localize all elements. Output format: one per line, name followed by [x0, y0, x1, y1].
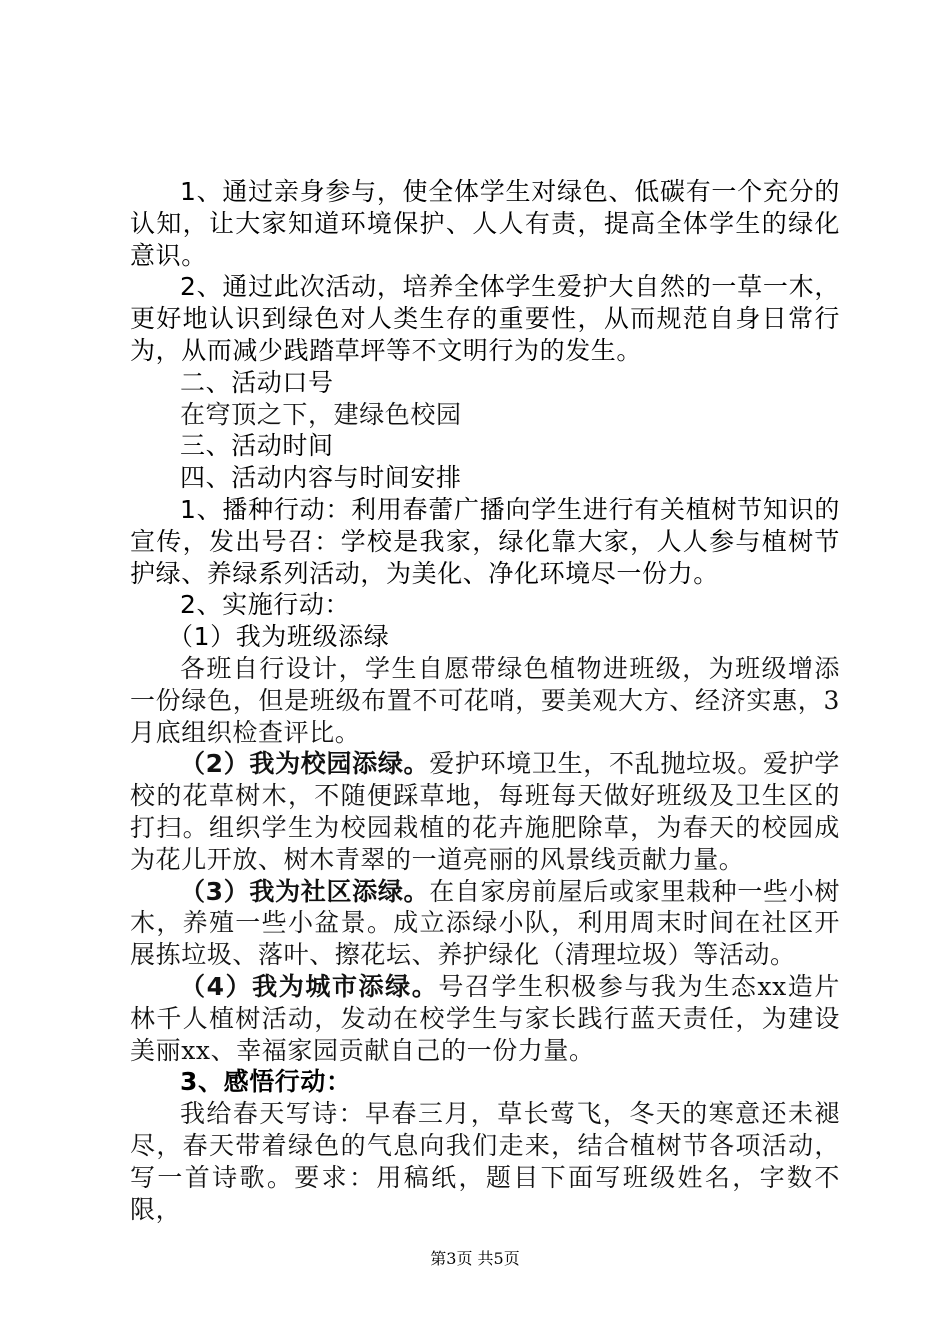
- subsection-class-title: （1）我为班级添绿: [168, 622, 390, 652]
- section-heading-content: 四、活动内容与时间安排: [180, 463, 462, 493]
- subsection-city-title: （4）我为城市添绿。: [180, 971, 439, 1001]
- reflection-heading: 3、感悟行动：: [180, 1067, 352, 1097]
- subsection-class-body: 各班自行设计，学生自愿带绿色植物进班级，为班级增添一份绿色，但是班级布置不可花哨，要美观大方、经济实惠，3月底组织检查评比。: [130, 653, 840, 747]
- implementation-heading: 2、实施行动：: [180, 590, 351, 620]
- subsection-community-body: 在自家房前屋后或家里栽种一些小树木，养殖一些小盆景。成立添绿小队，利用周末时间在社区开展拣垃圾、落叶、擦花坛、养护绿化（清理垃圾）等活动。: [130, 876, 840, 970]
- poem-paragraph: 我给春天写诗：早春三月，草长莺飞，冬天的寒意还未褪尽，春天带着绿色的气息向我们走来，结合植树节各项活动，写一首诗歌。要求：用稿纸，题目下面写班级姓名，字数不限，: [130, 1099, 840, 1224]
- subsection-community: [130, 876, 840, 971]
- document-body: [130, 176, 840, 1225]
- subsection-city: [130, 971, 840, 1066]
- objective-paragraph-1: 1、通过亲身参与，使全体学生对绿色、低碳有一个充分的认知，让大家知道环境保护、人人有责，提高全体学生的绿化意识。: [130, 177, 840, 270]
- subsection-community-title: （3）我为社区添绿。: [180, 876, 430, 906]
- page-number-footer: 第3页 共5页: [430, 1249, 520, 1268]
- subsection-campus: [130, 748, 840, 875]
- section-heading-time: 三、活动时间: [180, 431, 334, 461]
- objective-paragraph-2: 2、通过此次活动，培养全体学生爱护大自然的一草一木，更好地认识到绿色对人类生存的重要性，从而规范自身日常行为，从而减少践踏草坪等不文明行为的发生。: [130, 272, 840, 365]
- subsection-city-body: 号召学生积极参与我为生态xx造片林千人植树活动，发动在校学生与家长践行蓝天责任，为建设美丽xx、幸福家园贡献自己的一份力量。: [130, 971, 840, 1065]
- subsection-campus-body: 爱护环境卫生，不乱抛垃圾。爱护学校的花草树木，不随便踩草地，每班每天做好班级及卫生区的打扫。组织学生为校园栽植的花卉施肥除草，为春天的校园成为花儿开放、树木青翠的一道亮丽的风景线贡献力量。: [130, 749, 840, 874]
- section-heading-slogan: 二、活动口号: [180, 367, 334, 397]
- sowing-action-paragraph: 1、播种行动：利用春蕾广播向学生进行有关植树节知识的宣传，发出号召：学校是我家，绿化靠大家，人人参与植树节护绿、养绿系列活动，为美化、净化环境尽一份力。: [130, 494, 840, 588]
- slogan-text: 在穹顶之下，建绿色校园: [180, 399, 462, 429]
- subsection-campus-title: （2）我为校园添绿。: [180, 749, 430, 779]
